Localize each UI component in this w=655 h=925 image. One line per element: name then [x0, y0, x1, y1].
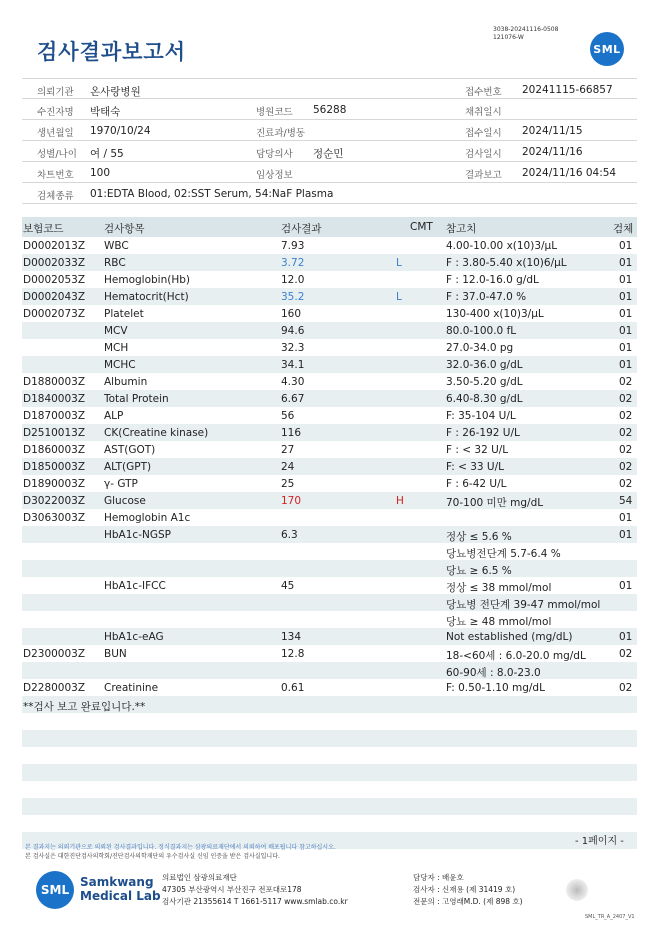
cell-result: 27 — [281, 444, 295, 456]
cell-result: 4.30 — [281, 376, 305, 388]
cell-item: WBC — [104, 240, 129, 252]
cell-specimen: 01 — [619, 325, 633, 337]
table-row — [22, 781, 637, 798]
cell-reference: F: < 33 U/L — [446, 461, 505, 473]
cell-reference: 정상 ≤ 38 mmol/mol — [446, 582, 552, 594]
table-row — [22, 441, 637, 458]
receipt-date: 2024/11/15 — [522, 125, 583, 137]
cell-code: D3063003Z — [23, 512, 86, 524]
cell-specimen: 02 — [619, 410, 633, 422]
cell-result: 170 — [281, 495, 302, 507]
cell-specimen: 02 — [619, 444, 633, 456]
table-row — [22, 237, 637, 254]
cell-flag: L — [396, 291, 402, 303]
cell-reference: 당뇨 ≥ 48 mmol/mol — [446, 616, 552, 628]
cell-reference: 60-90세 : 8.0-23.0 — [446, 667, 541, 679]
specimen-types: 01:EDTA Blood, 02:SST Serum, 54:NaF Plasma — [90, 188, 334, 200]
cell-item: Hematocrit(Hct) — [104, 291, 189, 303]
table-row — [22, 815, 637, 832]
cell-code: D1880003Z — [23, 376, 86, 388]
cell-result: 12.0 — [281, 274, 305, 286]
cell-reference: 정상 ≤ 5.6 % — [446, 531, 512, 543]
info-row-hospital: 의뢰기관 온사랑병원 접수번호 20241115-66857 — [22, 78, 637, 99]
cell-specimen: 01 — [619, 529, 633, 541]
cell-reference: 당뇨병전단계 5.7-6.4 % — [446, 548, 561, 560]
cell-specimen: 01 — [619, 308, 633, 320]
sex-age: 여 / 55 — [90, 148, 124, 160]
document-id: 3038-20241116-0508 121076-W — [493, 26, 559, 41]
cell-code: D0002033Z — [23, 257, 86, 269]
cell-item: MCV — [104, 325, 128, 337]
table-row — [22, 560, 637, 577]
info-row-dob: 생년월일 1970/10/24 진료과/병동 접수일시 2024/11/15 — [22, 120, 637, 141]
cell-reference: 6.40-8.30 g/dL — [446, 393, 523, 405]
cell-reference: 4.00-10.00 x(10)3/μL — [446, 240, 558, 252]
staff-manager: 담당자 : 배윤호 — [413, 873, 464, 882]
table-row — [22, 305, 637, 322]
cell-reference: F: 0.50-1.10 mg/dL — [446, 682, 545, 694]
table-row — [22, 458, 637, 475]
table-row — [22, 339, 637, 356]
table-row — [22, 713, 637, 730]
info-row-chart: 차트번호 100 임상정보 결과보고 2024/11/16 04:54 — [22, 162, 637, 183]
cell-flag: L — [396, 257, 402, 269]
cell-specimen: 01 — [619, 512, 633, 524]
table-row — [22, 356, 637, 373]
table-row — [22, 764, 637, 781]
page-title: 검사결과보고서 — [37, 40, 187, 64]
cell-item: MCH — [104, 342, 129, 354]
cell-code: D1840003Z — [23, 393, 86, 405]
cell-specimen: 02 — [619, 648, 633, 660]
cell-item: ALT(GPT) — [104, 461, 152, 473]
table-row — [22, 509, 637, 526]
cell-item: HbA1c-IFCC — [104, 580, 166, 592]
info-row-specimen: 검체종류 01:EDTA Blood, 02:SST Serum, 54:NaF Plasma — [22, 183, 637, 204]
table-row — [22, 271, 637, 288]
cell-code: D2300003Z — [23, 648, 86, 660]
table-row — [22, 390, 637, 407]
cell-result: 3.72 — [281, 257, 305, 269]
cell-code: D0002013Z — [23, 240, 86, 252]
info-row-sex-age: 성별/나이 여 / 55 담당의사 정순민 검사일시 2024/11/16 — [22, 141, 637, 162]
cell-reference: 27.0-34.0 pg — [446, 342, 514, 354]
table-row — [22, 747, 637, 764]
cell-reference: 130-400 x(10)3/μL — [446, 308, 544, 320]
table-row — [22, 373, 637, 390]
cell-code: D3022003Z — [23, 495, 86, 507]
cell-reference: 18-<60세 : 6.0-20.0 mg/dL — [446, 650, 586, 662]
hospital-name: 온사랑병원 — [90, 86, 141, 98]
cell-result: 6.67 — [281, 393, 305, 405]
cell-result: 34.1 — [281, 359, 305, 371]
cell-specimen: 01 — [619, 291, 633, 303]
info-row-patient: 수진자명 박태숙 병원코드 56288 채취일시 — [22, 99, 637, 120]
cell-specimen: 01 — [619, 631, 633, 643]
cell-specimen: 01 — [619, 359, 633, 371]
cell-reference: F : 6-42 U/L — [446, 478, 507, 490]
table-row — [22, 730, 637, 747]
cell-item: RBC — [104, 257, 126, 269]
cell-reference: F : 3.80-5.40 x(10)6/μL — [446, 257, 567, 269]
cell-specimen: 01 — [619, 342, 633, 354]
cell-result: 56 — [281, 410, 295, 422]
cell-result: 160 — [281, 308, 302, 320]
signature-stamp — [566, 879, 588, 901]
table-row — [22, 288, 637, 305]
report-date: 2024/11/16 04:54 — [522, 167, 617, 179]
brand-name: Samkwang Medical Lab — [80, 875, 161, 903]
cell-reference: 70-100 미만 mg/dL — [446, 497, 544, 509]
table-row — [22, 662, 637, 679]
org-address: 47305 부산광역시 부산진구 전포대로178 — [162, 885, 302, 894]
org-contact: 검사기관 21355614 T 1661-5117 www.smlab.co.kr — [162, 897, 348, 906]
cell-code: D0002073Z — [23, 308, 86, 320]
table-row — [22, 798, 637, 815]
cell-specimen: 02 — [619, 682, 633, 694]
cell-reference: 32.0-36.0 g/dL — [446, 359, 523, 371]
page-number: - 1페이지 - — [575, 836, 624, 847]
cell-item: Total Protein — [104, 393, 169, 405]
cell-result: 7.93 — [281, 240, 305, 252]
table-row — [22, 628, 637, 645]
cell-reference: F : 26-192 U/L — [446, 427, 520, 439]
cell-result: 45 — [281, 580, 295, 592]
cell-item: AST(GOT) — [104, 444, 156, 456]
cell-result: 94.6 — [281, 325, 305, 337]
results-table — [22, 217, 637, 849]
cell-reference: 80.0-100.0 fL — [446, 325, 517, 337]
cell-item: Hemoglobin A1c — [104, 512, 191, 524]
cell-item: Creatinine — [104, 682, 159, 694]
table-row — [22, 254, 637, 271]
birth-date: 1970/10/24 — [90, 125, 151, 137]
table-row — [22, 424, 637, 441]
cell-code: D2280003Z — [23, 682, 86, 694]
cell-reference: F : < 32 U/L — [446, 444, 509, 456]
cell-reference: 당뇨 ≥ 6.5 % — [446, 565, 512, 577]
cell-specimen: 01 — [619, 580, 633, 592]
chart-number: 100 — [90, 167, 111, 179]
cell-result: 32.3 — [281, 342, 305, 354]
cell-specimen: 02 — [619, 393, 633, 405]
cell-code: D1860003Z — [23, 444, 86, 456]
table-row — [22, 645, 637, 662]
table-row — [22, 611, 637, 628]
patient-name: 박태숙 — [90, 106, 121, 118]
cell-specimen: 02 — [619, 376, 633, 388]
cell-reference: 당뇨병 전단계 39-47 mmol/mol — [446, 599, 601, 611]
cell-code: D1890003Z — [23, 478, 86, 490]
test-date: 2024/11/16 — [522, 146, 583, 158]
staff-tester: 검사자 : 신재용 (제 31419 호) — [413, 885, 516, 894]
cell-flag: H — [396, 495, 404, 507]
cell-specimen: 01 — [619, 274, 633, 286]
table-row — [22, 475, 637, 492]
staff-specialist: 전문의 : 고영래M.D. (제 898 호) — [413, 897, 523, 906]
cell-specimen: 02 — [619, 427, 633, 439]
table-row — [22, 407, 637, 424]
cell-item: HbA1c-NGSP — [104, 529, 171, 541]
table-row — [22, 594, 637, 611]
table-row — [22, 543, 637, 560]
cell-item: Glucose — [104, 495, 146, 507]
cell-item: ALP — [104, 410, 124, 422]
notice-line-1: 본 결과지는 의뢰기관으로 의뢰된 검사결과입니다. 정식결과지는 삼광의료재단에서 의뢰하여 배포됩니다 참고하십시오. — [25, 844, 336, 851]
footer-sml-logo: SML — [36, 871, 74, 909]
cell-item: MCHC — [104, 359, 136, 371]
cell-code: **검사 보고 완료입니다.** — [23, 701, 146, 713]
cell-reference: F : 12.0-16.0 g/dL — [446, 274, 539, 286]
cell-result: 12.8 — [281, 648, 305, 660]
receipt-number: 20241115-66857 — [522, 84, 613, 96]
cell-specimen: 02 — [619, 478, 633, 490]
cell-result: 6.3 — [281, 529, 298, 541]
cell-item: BUN — [104, 648, 127, 660]
cell-specimen: 54 — [619, 495, 633, 507]
cell-reference: F : 37.0-47.0 % — [446, 291, 527, 303]
cell-item: Platelet — [104, 308, 144, 320]
table-row — [22, 679, 637, 696]
cell-code: D0002043Z — [23, 291, 86, 303]
form-code: SML_TR_A_2407_V1 — [585, 914, 635, 920]
cell-result: 116 — [281, 427, 302, 439]
cell-reference: F: 35-104 U/L — [446, 410, 516, 422]
org-name: 의료법인 삼광의료재단 — [162, 873, 237, 882]
cell-result: 0.61 — [281, 682, 305, 694]
cell-result: 134 — [281, 631, 302, 643]
cell-item: Hemoglobin(Hb) — [104, 274, 191, 286]
cell-code: D0002053Z — [23, 274, 86, 286]
cell-code: D1870003Z — [23, 410, 86, 422]
cell-item: γ- GTP — [104, 478, 138, 490]
doctor-name: 정순민 — [313, 148, 344, 160]
table-row — [22, 577, 637, 594]
notice-line-2: 본 검사실은 대한진단검사의학회/진단검사의학재단의 우수검사실 신임 인증을 받은 검사실입니다. — [25, 853, 280, 860]
cell-item: Albumin — [104, 376, 148, 388]
cell-reference: 3.50-5.20 g/dL — [446, 376, 523, 388]
cell-result: 24 — [281, 461, 295, 473]
table-row — [22, 696, 637, 713]
hospital-code: 56288 — [313, 104, 347, 116]
cell-specimen: 02 — [619, 461, 633, 473]
cell-result: 35.2 — [281, 291, 305, 303]
cell-item: CK(Creatine kinase) — [104, 427, 209, 439]
cell-code: D1850003Z — [23, 461, 86, 473]
table-row — [22, 322, 637, 339]
cell-specimen: 01 — [619, 240, 633, 252]
table-header: 보험코드 검사항목 검사결과 CMT 참고치 검체 — [22, 217, 637, 237]
cell-reference: Not established (mg/dL) — [446, 631, 573, 643]
cell-specimen: 01 — [619, 257, 633, 269]
table-body — [22, 237, 637, 849]
cell-result: 25 — [281, 478, 295, 490]
cell-code: D2510013Z — [23, 427, 86, 439]
cell-item: HbA1c-eAG — [104, 631, 164, 643]
table-row — [22, 492, 637, 509]
table-row — [22, 526, 637, 543]
sml-logo: SML — [590, 32, 624, 66]
